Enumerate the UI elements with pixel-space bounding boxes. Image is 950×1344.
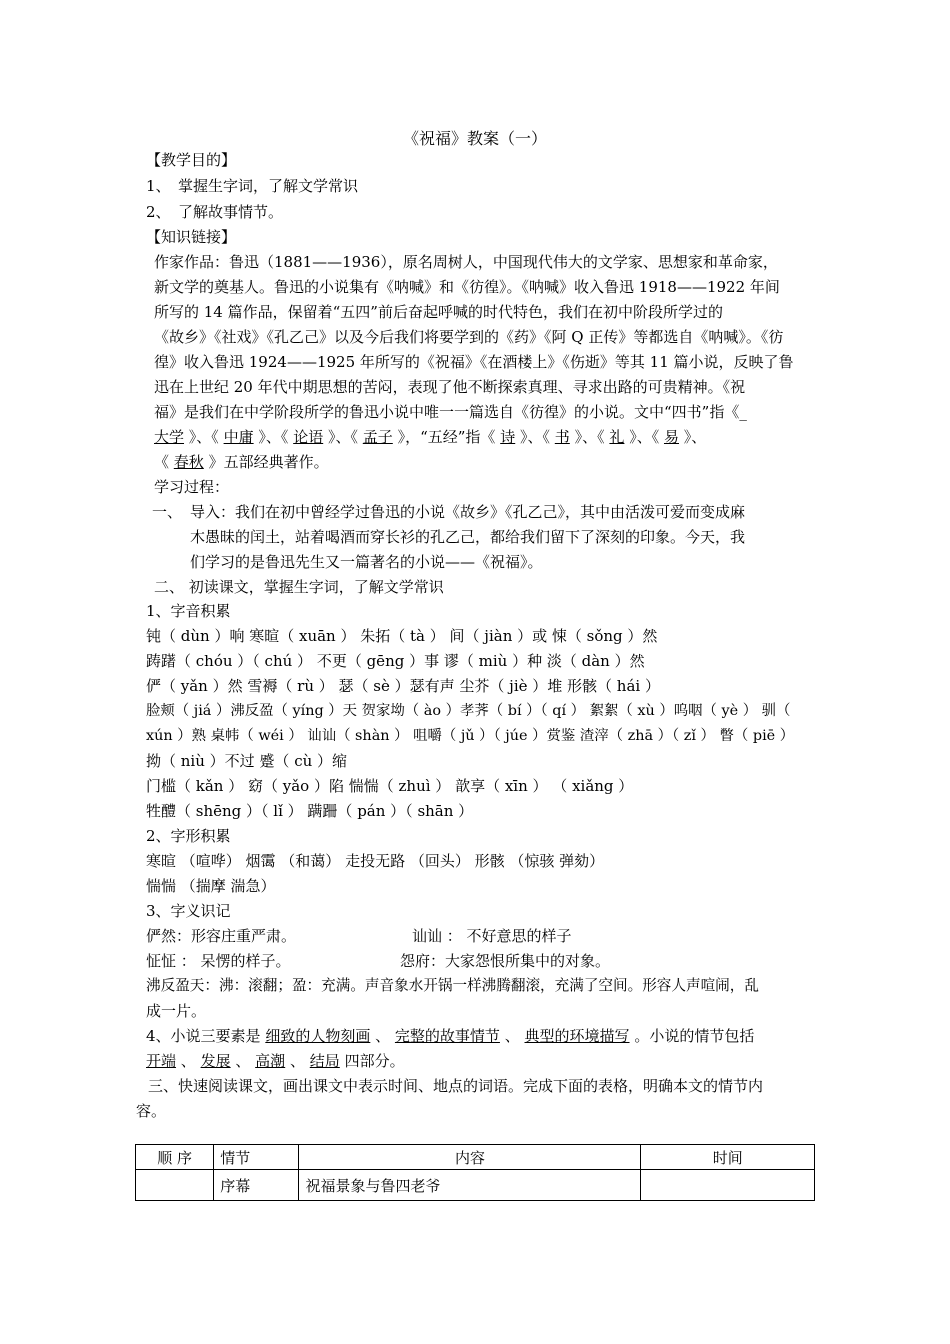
plot-text: 、 bbox=[235, 1052, 256, 1070]
pronunciation-line: 俨（ yǎn ）然 雪褥（ rù ） 瑟（ sè ）瑟有声 尘芥（ jiè ）堆 形骸（ hái ） bbox=[146, 677, 660, 695]
book-name: 诗 bbox=[500, 428, 516, 446]
knowledge-line: 所写的 14 篇作品，保留着“五四”前后奋起呼喊的时代特色，我们在初中阶段所学过的 bbox=[154, 303, 723, 321]
section-3-line: 容。 bbox=[136, 1102, 167, 1120]
elements-text: 。小说的情节包括 bbox=[634, 1027, 755, 1045]
book-name: 礼 bbox=[609, 428, 625, 446]
book-name: 论语 bbox=[293, 428, 324, 446]
book-sep: 》、《 bbox=[520, 428, 551, 446]
plot-text: 、 bbox=[289, 1052, 305, 1070]
document-title: 《祝福》教案（一） bbox=[402, 129, 547, 148]
book-name: 书 bbox=[554, 428, 570, 446]
book-sep: 》、 bbox=[683, 428, 707, 446]
plot-text: 、 bbox=[180, 1052, 196, 1070]
element-answer: 完整的故事情节 bbox=[394, 1027, 500, 1045]
knowledge-line: 作家作品：鲁迅（1881——1936），原名周树人，中国现代伟大的文学家、思想家和革命家， bbox=[154, 253, 778, 271]
intro-line: 木愚昧的闰土，站着喝酒而穿长衫的孔乙己，都给我们留下了深刻的印象。今天，我 bbox=[190, 528, 746, 546]
element-answer: 典型的环境描写 bbox=[524, 1027, 630, 1045]
section-2-heading: 二、 初读课文，掌握生字词，了解文学常识 bbox=[154, 578, 444, 596]
knowledge-line: 新文学的奠基人。鲁迅的小说集有《呐喊》和《彷徨》。《呐喊》收入鲁迅 1918——1922 年间 bbox=[154, 278, 780, 296]
table-cell bbox=[136, 1170, 214, 1201]
meaning-entry: 讪讪 ： 不好意思的样子 bbox=[412, 927, 572, 945]
book-sep: 》、《 bbox=[188, 428, 219, 446]
intro-line: 导入：我们在初中曾经学过鲁迅的小说《故乡》《孔乙己》，其中由活泼可爱而变成麻 bbox=[190, 503, 746, 521]
knowledge-line: 迅在上世纪 20 年代中期思想的苦闷，表现了他不断探索真理、寻求出路的可贵精神。《祝 bbox=[154, 378, 746, 396]
meaning-entry: 沸反盈天：沸：滚翻；盈：充满。声音象水开锅一样沸腾翻滚，充满了空间。形容人声喧闹，乱 bbox=[146, 977, 759, 994]
book-sep: 》、《 bbox=[629, 428, 660, 446]
intro-num: 一、 bbox=[152, 503, 183, 521]
meaning-heading: 3、字义识记 bbox=[146, 902, 231, 920]
pronunciation-line: 踌躇（ chóu ）（ chú ） 不更（ gēng ）事 谬（ miù ）种 淡（ dàn ）然 bbox=[146, 652, 645, 670]
table-header-row bbox=[136, 1145, 815, 1170]
book-sep: 》，“五经”指《 bbox=[397, 428, 496, 446]
objective-text: 了解故事情节。 bbox=[178, 203, 284, 221]
knowledge-heading: 【知识链接】 bbox=[146, 228, 237, 246]
plot-answer: 结局 bbox=[309, 1052, 340, 1070]
pronunciation-line: 拗（ niù ）不过 蹙（ cù ）缩 bbox=[146, 752, 348, 770]
table-cell: 序幕 bbox=[214, 1170, 299, 1201]
elements-text: 4、小说三要素是 bbox=[146, 1027, 261, 1045]
column-header: 顺 序 bbox=[136, 1145, 214, 1170]
form-heading: 2、字形积累 bbox=[146, 827, 231, 845]
objective-item-1 bbox=[146, 176, 358, 196]
classics-line bbox=[154, 427, 706, 447]
objective-num: 1、 bbox=[146, 177, 171, 195]
plot-table bbox=[135, 1144, 815, 1201]
pronunciation-line: 门槛（ kǎn ） 窈（ yǎo ）陷 惴惴（ zhuì ） 歆享（ xīn ） （ xiǎng ） bbox=[146, 777, 634, 795]
knowledge-line: 福》是我们在中学阶段所学的鲁迅小说中唯一一篇选自《彷徨》的小说。文中“四书”指《_ bbox=[154, 403, 747, 421]
book-name: 中庸 bbox=[223, 428, 254, 446]
novel-elements-line bbox=[146, 1026, 754, 1046]
form-line: 寒暄 （喧哗） 烟霭 （和蔼） 走投无路 （回头） 形骸 （惊骇 弹劾） bbox=[146, 852, 605, 870]
section-3-line: 三、快速阅读课文，画出课文中表示时间、地点的词语。完成下面的表格，明确本文的情节内 bbox=[148, 1077, 764, 1095]
book-sep: 》、《 bbox=[327, 428, 358, 446]
meaning-entry: 怨府：大家怨恨所集中的对象。 bbox=[400, 952, 611, 970]
objectives-heading: 【教学目的】 bbox=[146, 151, 237, 169]
book-sep: 》、《 bbox=[574, 428, 605, 446]
book-name: 大学 bbox=[154, 428, 185, 446]
objective-num: 2、 bbox=[146, 203, 171, 221]
plot-answer: 发展 bbox=[200, 1052, 231, 1070]
plot-text: 四部分。 bbox=[344, 1052, 405, 1070]
pronunciation-line: xún ）熟 桌帏（ wéi ） 讪讪（ shàn ） 咀嚼（ jǔ ）（ júe ）赏鉴 渣滓（ zhā ）（ zǐ ） 瞥（ piē ） bbox=[146, 728, 795, 744]
elements-text: 、 bbox=[375, 1027, 391, 1045]
column-header: 内容 bbox=[299, 1145, 641, 1170]
table-cell bbox=[641, 1170, 815, 1201]
knowledge-line: 徨》收入鲁迅 1924——1925 年所写的《祝福》《在酒楼上》《伤逝》等其 11 篇小说，反映了鲁 bbox=[154, 353, 794, 371]
pronunciation-line: 钝（ dùn ）响 寒暄（ xuān ） 朱拓（ tà ） 间（ jiàn ）或 悚（ sǒng ）然 bbox=[146, 627, 658, 645]
book-name: 易 bbox=[663, 428, 679, 446]
table-row bbox=[136, 1170, 815, 1201]
book-name: 孟子 bbox=[362, 428, 393, 446]
plot-answer: 开端 bbox=[146, 1052, 177, 1070]
process-heading: 学习过程： bbox=[154, 478, 230, 496]
meaning-entry: 怔怔 ： 呆愣的样子。 bbox=[146, 952, 291, 970]
table-cell: 祝福景象与鲁四老爷 bbox=[299, 1170, 641, 1201]
objective-text: 掌握生字词，了解文学常识 bbox=[178, 177, 359, 195]
book-sep: 》、《 bbox=[258, 428, 289, 446]
column-header: 情节 bbox=[214, 1145, 299, 1170]
meaning-entry: 俨然：形容庄重严肃。 bbox=[146, 927, 297, 945]
pronunciation-line: 牲醴（ shēng ）（ lǐ ） 蹒跚（ pán ）（ shān ） bbox=[146, 802, 474, 820]
book-sep: 《 bbox=[154, 453, 170, 471]
plot-answer: 高潮 bbox=[255, 1052, 286, 1070]
pronunciation-heading: 1、字音积累 bbox=[146, 602, 231, 620]
elements-text: 、 bbox=[504, 1027, 520, 1045]
pronunciation-line: 脸颊（ jiá ）沸反盈（ yíng ）天 贺家坳（ ào ）孝荠（ bí ）（ qí ） 絮絮（ xù ）呜咽（ yè ） 驯（ bbox=[146, 703, 791, 719]
intro-line: 们学习的是鲁迅先生又一篇著名的小说——《祝福》。 bbox=[190, 553, 543, 571]
element-answer: 细致的人物刻画 bbox=[265, 1027, 371, 1045]
plot-parts-line bbox=[146, 1051, 405, 1071]
book-name: 春秋 bbox=[173, 453, 204, 471]
meaning-entry: 成一片。 bbox=[146, 1002, 207, 1020]
form-line: 惴惴 （揣摩 湍急） bbox=[146, 877, 276, 895]
objective-item-2 bbox=[146, 202, 283, 222]
knowledge-line: 《故乡》《社戏》《孔乙己》以及今后我们将要学到的《药》《阿 Q 正传》等都选自《呐喊》。《彷 bbox=[154, 328, 784, 346]
column-header: 时间 bbox=[641, 1145, 815, 1170]
classics-line bbox=[154, 452, 329, 472]
book-sep: 》五部经典著作。 bbox=[208, 453, 329, 471]
